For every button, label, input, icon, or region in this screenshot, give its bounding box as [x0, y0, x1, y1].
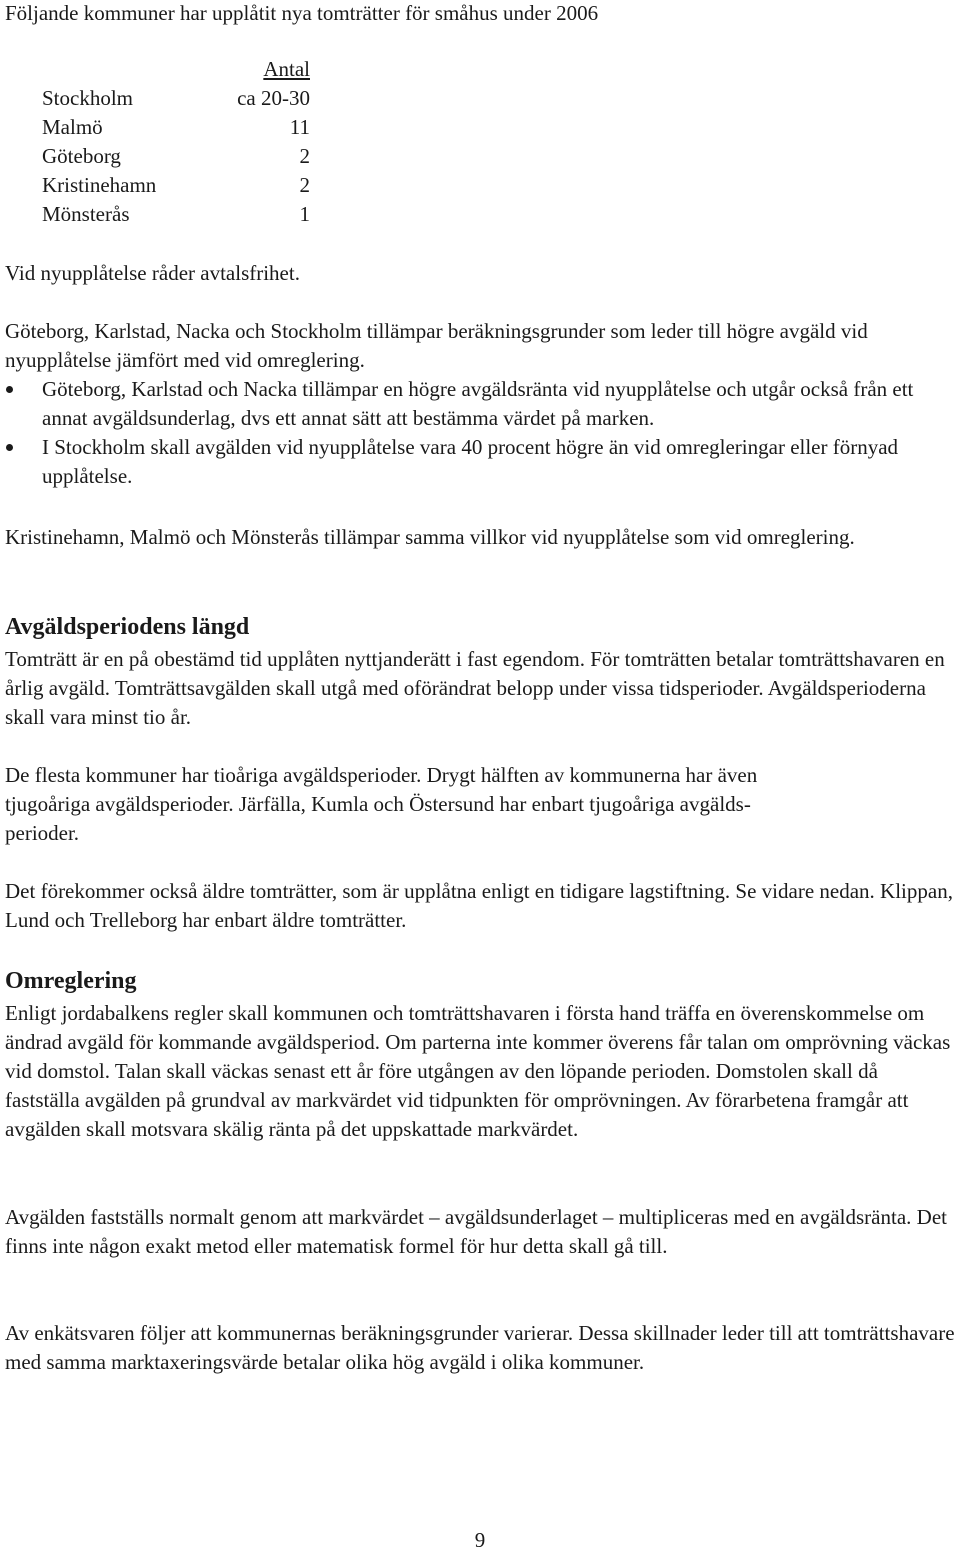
avgaldsperiod-paragraph-1: Tomträtt är en på obestämd tid upplåten nyttjanderätt i fast egendom. För tomträtten betalar tomträttshavaren en årlig avgäld. Tomträttsavgälden skall utgå med oförändrat belopp under vissa tidsperioder. Avgäldsperioderna skall vara minst tio år. — [5, 647, 945, 729]
avtalsfrihet-paragraph: Vid nyupplåtelse råder avtalsfrihet. — [5, 261, 300, 285]
bullet-text: I Stockholm skall avgälden vid nyupplåtelse vara 40 procent högre än vid omregleringar eller förnyad upplåtelse. — [42, 435, 899, 488]
city-cell: Kristinehamn — [42, 173, 157, 197]
bullet-icon — [6, 444, 13, 451]
city-cell: Mönsterås — [42, 202, 130, 226]
table-row — [42, 142, 310, 171]
paragraph-line: tjugoåriga avgäldsperioder. Järfälla, Kumla och Östersund har enbart tjugoåriga avgälds- — [5, 792, 751, 816]
city-cell: Stockholm — [42, 86, 134, 110]
count-cell: 11 — [289, 115, 310, 139]
page-number: 9 — [474, 1528, 486, 1552]
table-row — [42, 171, 310, 200]
paragraph-line: perioder. — [5, 821, 80, 845]
avgaldsperiod-paragraph-3: Det förekommer också äldre tomträtter, som är upplåtna enligt en tidigare lagstiftning. Se vidare nedan. Klippan, Lund och Trelleborg har enbart äldre tomträtter. — [5, 879, 953, 932]
table-row — [42, 84, 310, 113]
table-row — [42, 200, 310, 229]
bullet-icon — [6, 386, 13, 393]
omreglering-paragraph-2: Avgälden fastställs normalt genom att markvärdet – avgäldsunderlaget – multipliceras med en avgäldsränta. Det finns inte någon exakt metod eller matematisk formel för hur detta skall gå till. — [5, 1205, 947, 1258]
count-cell: 2 — [299, 173, 310, 197]
city-cell: Malmö — [42, 115, 103, 139]
section-heading-avgaldsperiod: Avgäldsperiodens längd — [5, 614, 250, 640]
omreglering-paragraph-3: Av enkätsvaren följer att kommunernas beräkningsgrunder varierar. Dessa skillnader leder till att tomträttshavare med samma marktaxeringsvärde betalar olika hög avgäld i olika kommuner. — [5, 1321, 955, 1374]
paragraph-line: De flesta kommuner har tioåriga avgäldsperioder. Drygt hälften av kommunerna har även — [5, 763, 758, 787]
intro-paragraph: Följande kommuner har upplåtit nya tomträtter för småhus under 2006 — [5, 1, 599, 25]
list-item — [5, 375, 955, 433]
count-cell: 2 — [299, 144, 310, 168]
antal-header: Antal — [263, 57, 310, 81]
count-cell: 1 — [299, 202, 310, 226]
municipality-table — [42, 55, 310, 229]
section-heading-omreglering: Omreglering — [5, 968, 137, 994]
hogre-avgald-paragraph: Göteborg, Karlstad, Nacka och Stockholm tillämpar beräkningsgrunder som leder till högre avgäld vid nyupplåtelse jämfört med vid omreglering. — [5, 319, 868, 372]
samma-villkor-paragraph: Kristinehamn, Malmö och Mönsterås tillämpar samma villkor vid nyupplåtelse som vid omreglering. — [5, 525, 855, 549]
table-header-row — [42, 55, 310, 84]
bullet-text: Göteborg, Karlstad och Nacka tillämpar en högre avgäldsränta vid nyupplåtelse och utgår också från ett annat avgäldsunderlag, dvs ett annat sätt att bestämma värdet på marken. — [42, 377, 914, 430]
count-cell: ca 20-30 — [237, 86, 310, 110]
list-item — [5, 433, 955, 491]
avgaldsperiod-paragraph-2 — [5, 761, 955, 848]
city-cell: Göteborg — [42, 144, 121, 168]
bullet-list — [5, 375, 955, 491]
omreglering-paragraph-1: Enligt jordabalkens regler skall kommunen och tomträttshavaren i första hand träffa en överenskommelse om ändrad avgäld för kommande avgäldsperiod. Om parterna inte kommer överens får talan om omprövning väckas vid domstol. Talan skall väckas senast ett år före utgången av den löpande perioden. Domstolen skall då fastställa avgälden på grundval av markvärdet vid tidpunkten för omprövningen. Av förarbetena framgår att avgälden skall motsvara skälig ränta på det uppskattade markvärdet. — [5, 1001, 951, 1141]
table-row — [42, 113, 310, 142]
